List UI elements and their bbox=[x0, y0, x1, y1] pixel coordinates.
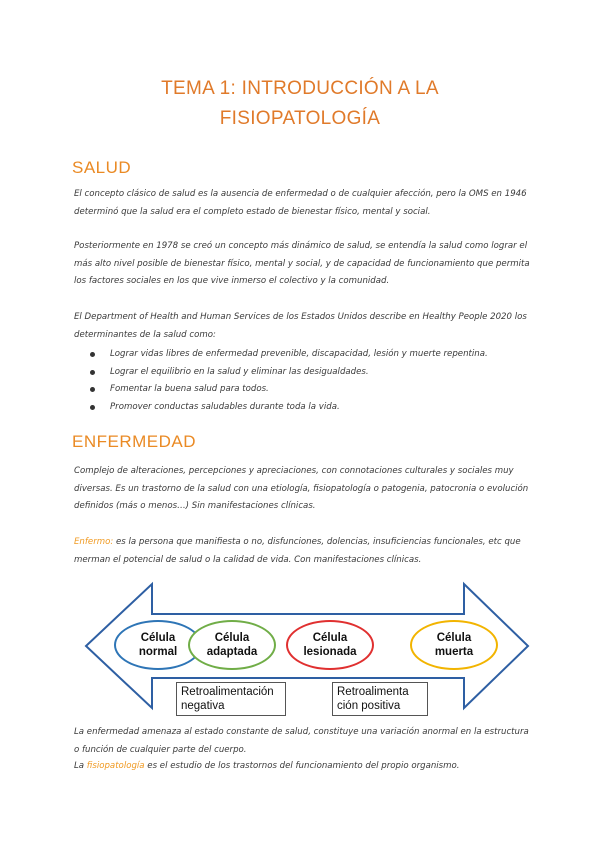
feedback-positive-box bbox=[332, 682, 428, 716]
list-item-text: Promover conductas saludables durante toda la vida. bbox=[110, 401, 340, 412]
salud-paragraph-2: Posteriormente en 1978 se creó un concepto más dinámico de salud, se entendía la salud como lograr el más alto nivel posible de bienestar físico, mental y social, y de capacidad de funcionamiento que permita los factores sociales en los que vive inmerso el colectivo y la comunidad. bbox=[74, 241, 530, 286]
cell-state-label: muerta bbox=[434, 646, 474, 658]
bullet-icon bbox=[90, 352, 95, 357]
enfermo-paragraph bbox=[74, 534, 534, 569]
cell-states-diagram bbox=[84, 580, 530, 720]
feedback-positive-label: Retroalimenta bbox=[337, 686, 409, 698]
cell-state-label: adaptada bbox=[206, 646, 258, 658]
cell-state-label: Célula bbox=[140, 632, 176, 644]
feedback-negative-label: negativa bbox=[181, 700, 225, 712]
enfermedad-paragraph-1: Complejo de alteraciones, percepciones y apreciaciones, con connotaciones culturales y sociales muy diversas. Es un trastorno de la salud con una etiología, fisiopatología o patogenia, patocronia o evolución definidos (más o menos…) Sin manifestaciones clínicas. bbox=[74, 466, 529, 511]
fisio-pre: La bbox=[74, 761, 87, 771]
salud-heading: SALUD bbox=[72, 158, 132, 177]
enfermedad-heading: ENFERMEDAD bbox=[72, 432, 197, 451]
cell-state-muerta bbox=[410, 620, 498, 670]
list-item bbox=[74, 346, 534, 364]
cell-state-label: Célula bbox=[436, 632, 472, 644]
determinantes-list bbox=[74, 346, 534, 416]
list-item-text: Lograr el equilibrio en la salud y eliminar las desigualdades. bbox=[110, 366, 369, 377]
bullet-icon bbox=[90, 370, 95, 375]
cell-state-label: lesionada bbox=[303, 646, 357, 658]
salud-paragraph-3: El Department of Health and Human Services de los Estados Unidos describe en Healthy People 2020 los determinantes de la salud como: bbox=[74, 312, 527, 340]
fisiopatologia-paragraph bbox=[74, 758, 534, 776]
bullet-icon bbox=[90, 405, 95, 410]
enfermedad-paragraph-3: La enfermedad amenaza al estado constante de salud, constituye una variación anormal en la estructura o función de cualquier parte del cuerpo. bbox=[74, 727, 529, 755]
salud-paragraph-1: El concepto clásico de salud es la ausencia de enfermedad o de cualquier afección, pero la OMS en 1946 determinó que la salud era el completo estado de bienestar físico, mental y social. bbox=[74, 189, 527, 217]
cell-state-label: normal bbox=[138, 646, 178, 658]
feedback-positive-label: ción positiva bbox=[337, 700, 401, 712]
cell-state-adaptada bbox=[188, 620, 276, 670]
fisiopatologia-term: fisiopatología bbox=[86, 761, 145, 771]
bullet-icon bbox=[90, 387, 95, 392]
list-item bbox=[74, 364, 534, 382]
feedback-negative-label: Retroalimentación bbox=[181, 686, 274, 698]
cell-state-label: Célula bbox=[312, 632, 348, 644]
fisio-post: es el estudio de los trastornos del funcionamiento del propio organismo. bbox=[144, 761, 460, 771]
list-item bbox=[74, 381, 534, 399]
page-title-line-1: TEMA 1: INTRODUCCIÓN A LA bbox=[161, 78, 439, 99]
list-item bbox=[74, 399, 534, 417]
page-title-line-2: FISIOPATOLOGÍA bbox=[219, 108, 381, 129]
list-item-text: Lograr vidas libres de enfermedad prevenible, discapacidad, lesión y muerte repentina. bbox=[110, 349, 488, 359]
list-item-text: Fomentar la buena salud para todos. bbox=[110, 384, 269, 394]
page-title bbox=[0, 74, 600, 134]
cell-state-label: Célula bbox=[214, 632, 250, 644]
feedback-negative-box bbox=[176, 682, 286, 716]
enfermo-text: es la persona que manifiesta o no, disfunciones, dolencias, insuficiencias funcionales, etc que merman el potencial de salud o la calidad de vida. Con manifestaciones clínicas. bbox=[74, 537, 521, 565]
cell-state-lesionada bbox=[286, 620, 374, 670]
enfermo-term: Enfermo: bbox=[74, 537, 114, 547]
